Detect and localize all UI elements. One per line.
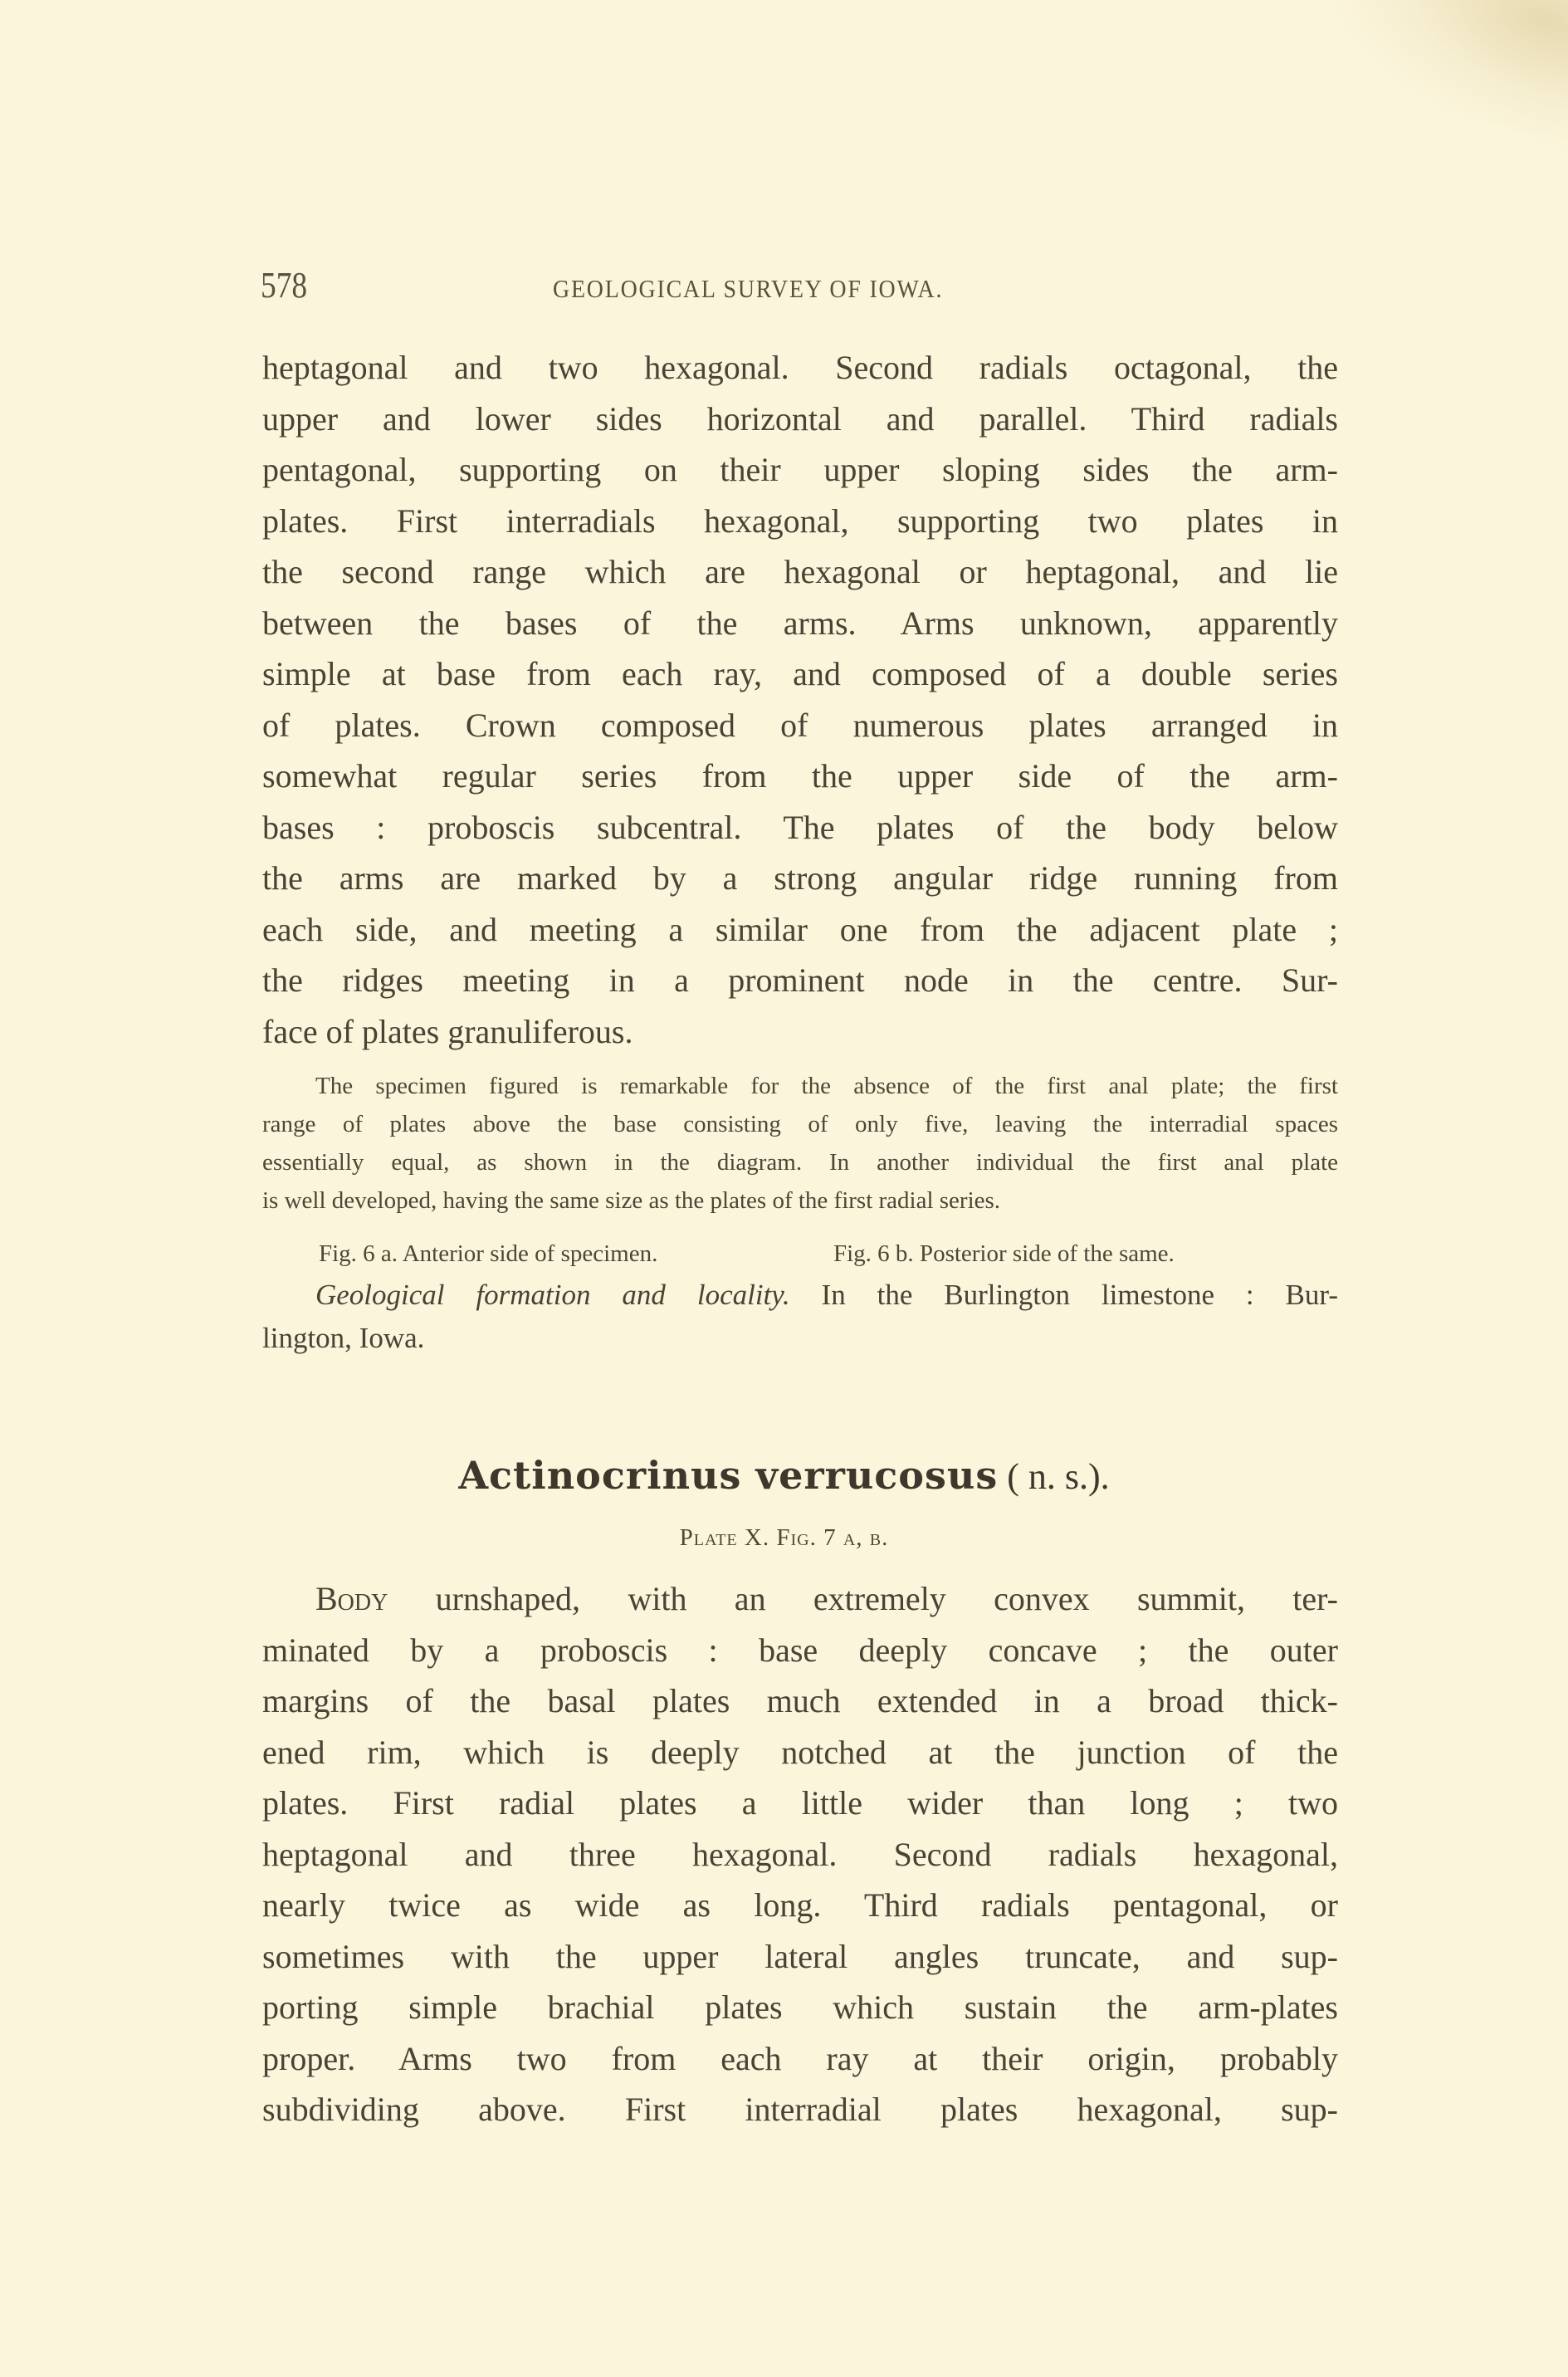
locality-paragraph [262, 1274, 1338, 1360]
text-line: minated by a proboscis : base deeply concave ; the outer [262, 1631, 1338, 1669]
text-line: the arms are marked by a strong angular ridge running from [262, 859, 1338, 897]
species-heading [0, 1453, 1568, 1498]
text-line: simple at base from each ray, and composed of a double series [262, 655, 1338, 692]
page-stain [1301, 0, 1568, 161]
running-head [261, 264, 1340, 314]
plate-reference: Plate X. Fig. 7 a, b. [679, 1524, 889, 1551]
lead-word: Body [315, 1580, 388, 1617]
text-line: pentagonal, supporting on their upper sloping sides the arm- [262, 451, 1338, 488]
locality-label: Geological formation and locality. [315, 1279, 790, 1311]
text-line: proper. Arms two from each ray at their origin, probably [262, 2039, 1338, 2077]
text-line: face of plates granuliferous. [262, 1012, 633, 1050]
text-line: sometimes with the upper lateral angles truncate, and sup- [262, 1937, 1338, 1975]
running-title: GEOLOGICAL SURVEY OF IOWA. [553, 274, 944, 303]
note-line: is well developed, having the same size as the plates of the first radial series. [262, 1187, 1001, 1214]
text-line: somewhat regular series from the upper side of the arm- [262, 757, 1338, 795]
page-number: 578 [261, 265, 308, 306]
text-line: upper and lower sides horizontal and parallel. Third radials [262, 399, 1338, 438]
text-line: subdividing above. First interradial plates hexagonal, sup- [262, 2091, 1338, 2128]
species-suffix: ( n. s.). [998, 1456, 1110, 1497]
text-line: the second range which are hexagonal or heptagonal, and lie [262, 553, 1338, 590]
text-line: heptagonal and three hexagonal. Second radials hexagonal, [262, 1835, 1338, 1873]
text-line: of plates. Crown composed of numerous plates arranged in [262, 706, 1338, 744]
text-line: heptagonal and two hexagonal. Second radials octagonal, the [262, 349, 1338, 386]
text-line: between the bases of the arms. Arms unknown, apparently [262, 604, 1338, 642]
text-line: plates. First interradials hexagonal, supporting two plates in [262, 501, 1338, 540]
locality-line: lington, Iowa. [262, 1322, 425, 1354]
figure-caption-a: Fig. 6 a. Anterior side of specimen. [319, 1240, 658, 1267]
first-line-text: urnshaped, with an extremely convex summit, ter- [388, 1580, 1338, 1617]
text-line: margins of the basal plates much extended in a broad thick- [262, 1682, 1338, 1719]
text-line: plates. First radial plates a little wider than long ; two [262, 1784, 1338, 1822]
locality-line [262, 1274, 1338, 1317]
description-new-species [262, 1573, 1338, 2135]
note-line: range of plates above the base consisting of only five, leaving the interradial spaces [262, 1111, 1338, 1137]
text-line: bases : proboscis subcentral. The plates of the body below [262, 808, 1338, 846]
text-line: porting simple brachial plates which sustain the arm-plates [262, 1988, 1338, 2026]
text-line: each side, and meeting a similar one from the adjacent plate ; [262, 910, 1338, 948]
text-line: nearly twice as wide as long. Third radials pentagonal, or [262, 1886, 1338, 1924]
description-continued [262, 342, 1338, 1057]
note-line: essentially equal, as shown in the diagram. In another individual the first anal plate [262, 1149, 1338, 1176]
text-line: ened rim, which is deeply notched at the junction of the [262, 1733, 1338, 1771]
species-name: Actinocrinus verrucosus [458, 1453, 999, 1498]
text-line [262, 1573, 1338, 1625]
note-line: The specimen figured is remarkable for the absence of the first anal plate; the first [315, 1073, 1338, 1099]
figure-caption-b: Fig. 6 b. Posterior side of the same. [833, 1240, 1175, 1267]
specimen-note [262, 1067, 1338, 1220]
locality-text: In the Burlington limestone : Bur- [789, 1279, 1339, 1311]
text-line: the ridges meeting in a prominent node in the centre. Sur- [262, 961, 1338, 999]
